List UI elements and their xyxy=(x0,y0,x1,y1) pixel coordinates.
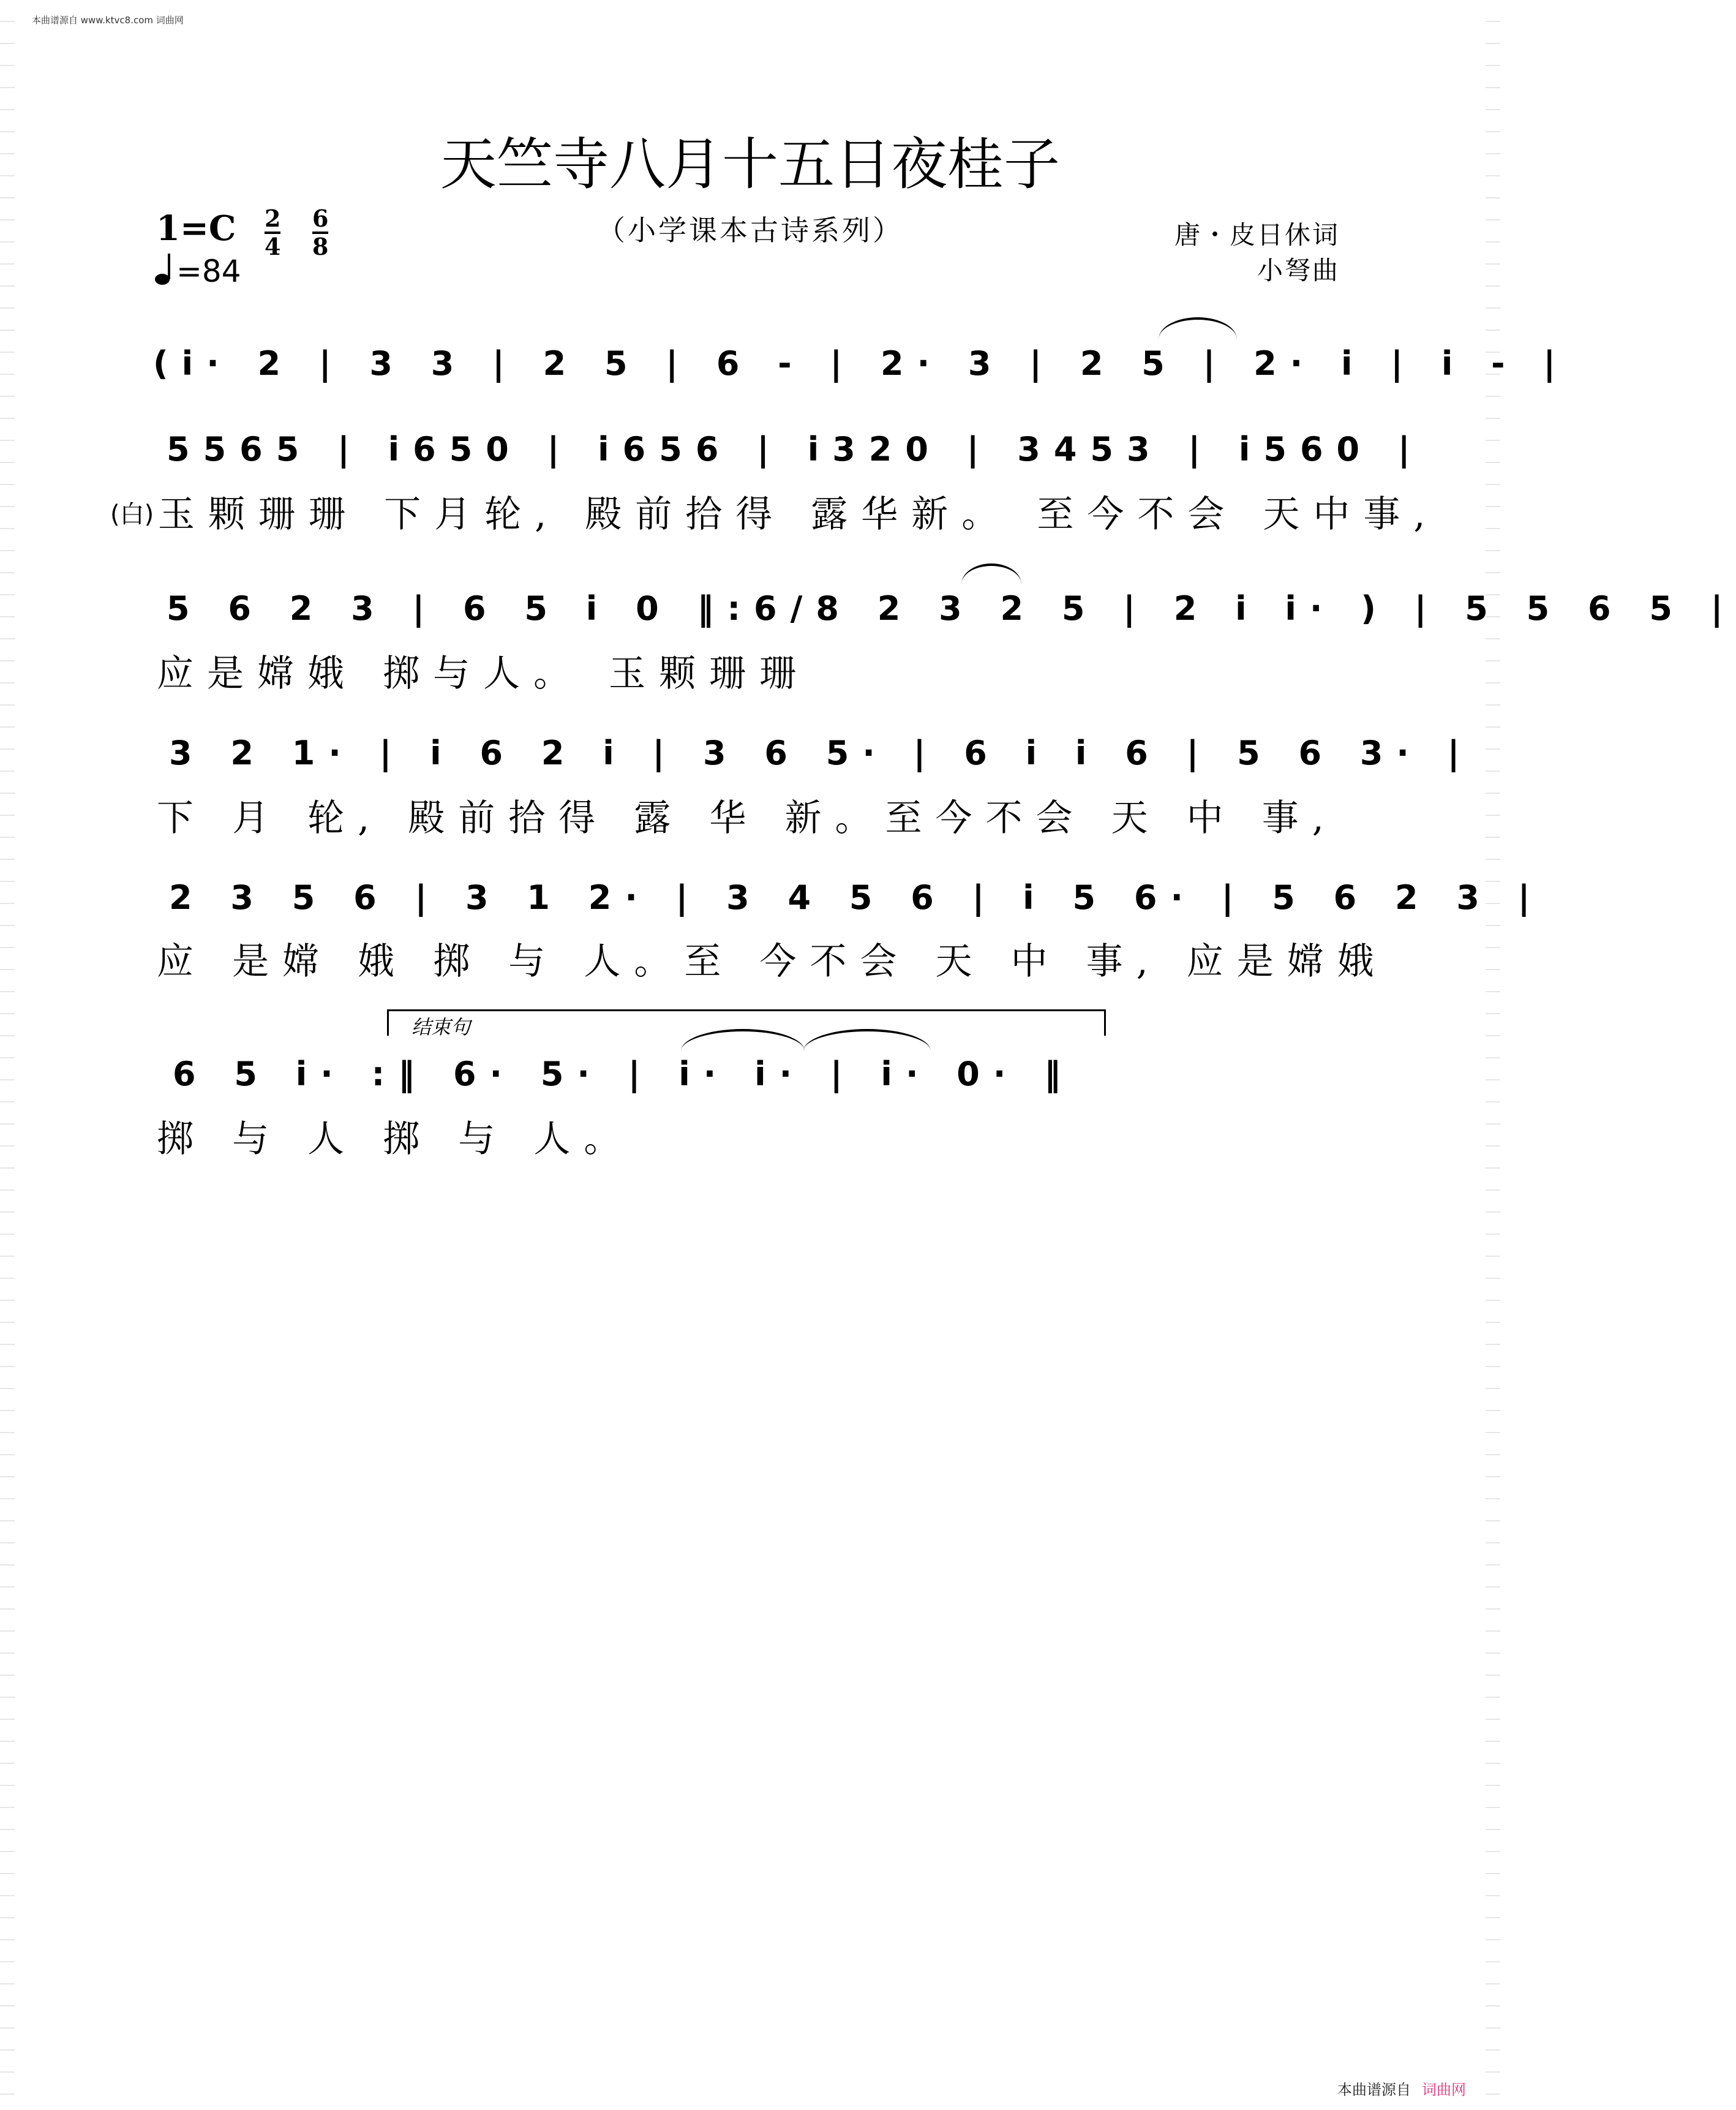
lyrics-row-2: 玉颗珊珊 下月轮, 殿前拾得 露华新。 至今不会 天中事, xyxy=(158,493,1439,536)
lyrics-row-4: 下 月 轮, 殿前拾得 露 华 新。至今不会 天 中 事, xyxy=(157,797,1337,840)
tempo-marking xyxy=(154,252,241,289)
meter-b-bottom: 8 xyxy=(312,233,329,260)
notation-row-5: 2 3 5 6 | 3 1 2· | 3 4 5 6 | i 5 6· | 5 6 2 3 | xyxy=(169,878,1544,917)
time-signature-b xyxy=(312,207,328,258)
lyricist-credit: 唐・皮日休词 xyxy=(1174,220,1340,250)
lyrics-row-5: 应 是嫦 娥 掷 与 人。至 今不会 天 中 事, 应是嫦娥 xyxy=(157,940,1388,983)
tempo-value: =84 xyxy=(176,254,241,289)
spoken-marker: (白) xyxy=(110,500,154,529)
song-title: 天竺寺八月十五日夜桂子 xyxy=(440,132,1060,197)
ending-label: 结束句 xyxy=(411,1015,471,1039)
lyrics-row-3: 应是嫦娥 掷与人。 玉颗珊珊 xyxy=(157,652,810,695)
meter-a-bottom: 4 xyxy=(265,233,281,260)
notation-row-6: 6 5 i· :‖ 6· 5· | i· i· | i· 0· ‖ xyxy=(173,1055,1075,1093)
left-margin-strip xyxy=(0,0,15,2110)
quarter-note-icon xyxy=(154,252,173,285)
header-source: 本曲谱源自 www.ktvc8.com 词曲网 xyxy=(32,15,184,26)
time-signature-a xyxy=(265,207,280,258)
right-margin-strip xyxy=(1486,0,1500,2110)
meter-b-top: 6 xyxy=(312,205,329,232)
lyrics-row-6: 掷 与 人 掷 与 人。 xyxy=(157,1118,634,1161)
song-subtitle: （小学课本古诗系列） xyxy=(597,214,903,247)
meter-a-top: 2 xyxy=(265,205,281,232)
notation-row-4: 3 2 1· | i 6 2 i | 3 6 5· | 6 i i 6 | 5 6 3· | xyxy=(169,734,1473,772)
key-signature: 1=C xyxy=(156,208,236,249)
composer-credit: 小弩曲 xyxy=(1257,255,1340,285)
notation-row-2: 5565 | i650 | i656 | i320 | 3453 | i560 | xyxy=(167,430,1424,469)
tie-mark-intro xyxy=(1159,317,1237,339)
tie-mark-row-3 xyxy=(961,563,1021,584)
notation-row-3: 5 6 2 3 | 6 5 i 0 ‖:6/8 2 3 2 5 | 2 i i· ) | 5 5 6 5 | xyxy=(167,589,1736,628)
footer-site-link[interactable]: 词曲网 xyxy=(1422,2081,1466,2098)
notation-row-1: (i· 2 | 3 3 | 2 5 | 6 - | 2· 3 | 2 5 | 2· i | i - | xyxy=(153,344,1569,383)
footer-source: 本曲谱源自 xyxy=(1337,2081,1411,2098)
credits xyxy=(1174,217,1340,288)
